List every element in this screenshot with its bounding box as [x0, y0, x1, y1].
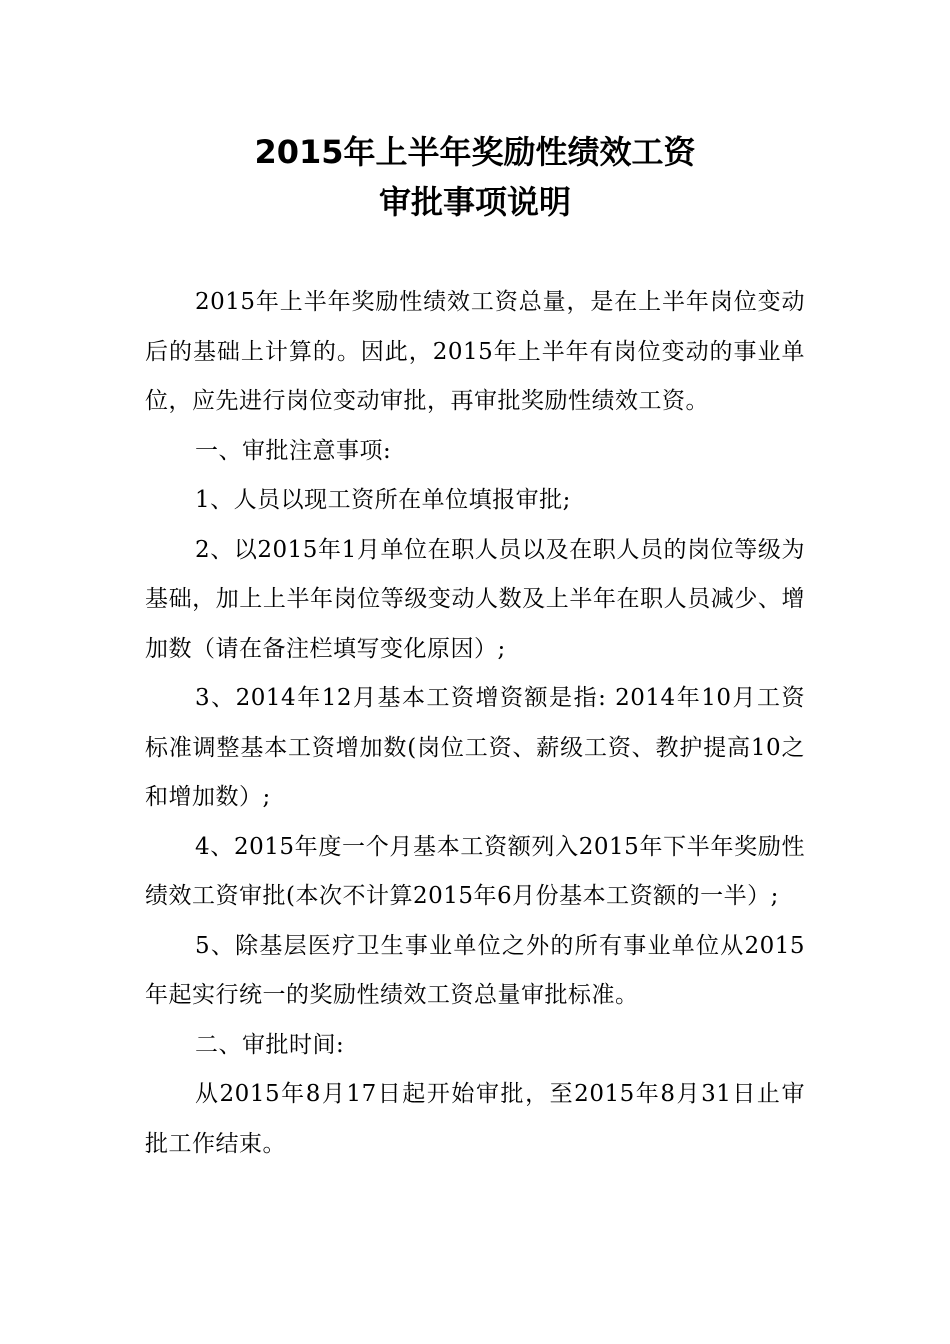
paragraph-time: 从2015年8月17日起开始审批，至2015年8月31日止审批工作结束。 — [145, 1081, 805, 1157]
section-heading-time: 二、审批时间: — [195, 1031, 345, 1058]
note-item-4: 4、2015年度一个月基本工资额列入2015年下半年奖励性绩效工资审批(本次不计算2015年6月份基本工资额的一半）; — [145, 833, 805, 909]
document-title-line1: 2015年上半年奖励性绩效工资 — [254, 133, 696, 171]
document-body — [145, 278, 805, 1169]
note-item-3: 3、2014年12月基本工资增资额是指: 2014年10月工资标准调整基本工资增加数(岗位工资、薪级工资、教护提高10之和增加数）; — [145, 685, 805, 810]
section-heading-notes: 一、审批注意事项: — [195, 437, 392, 464]
note-item-5: 5、除基层医疗卫生事业单位之外的所有事业单位从2015年起实行统一的奖励性绩效工资总量审批标准。 — [145, 932, 805, 1008]
document-title-line2: 审批事项说明 — [378, 183, 571, 221]
note-item-2: 2、以2015年1月单位在职人员以及在职人员的岗位等级为基础，加上上半年岗位等级变动人数及上半年在职人员减少、增加数（请在备注栏填写变化原因）; — [145, 536, 805, 662]
paragraph-intro: 2015年上半年奖励性绩效工资总量，是在上半年岗位变动后的基础上计算的。因此，2015年上半年有岗位变动的事业单位，应先进行岗位变动审批，再审批奖励性绩效工资。 — [145, 289, 805, 414]
note-item-1: 1、人员以现工资所在单位填报审批; — [195, 487, 571, 513]
